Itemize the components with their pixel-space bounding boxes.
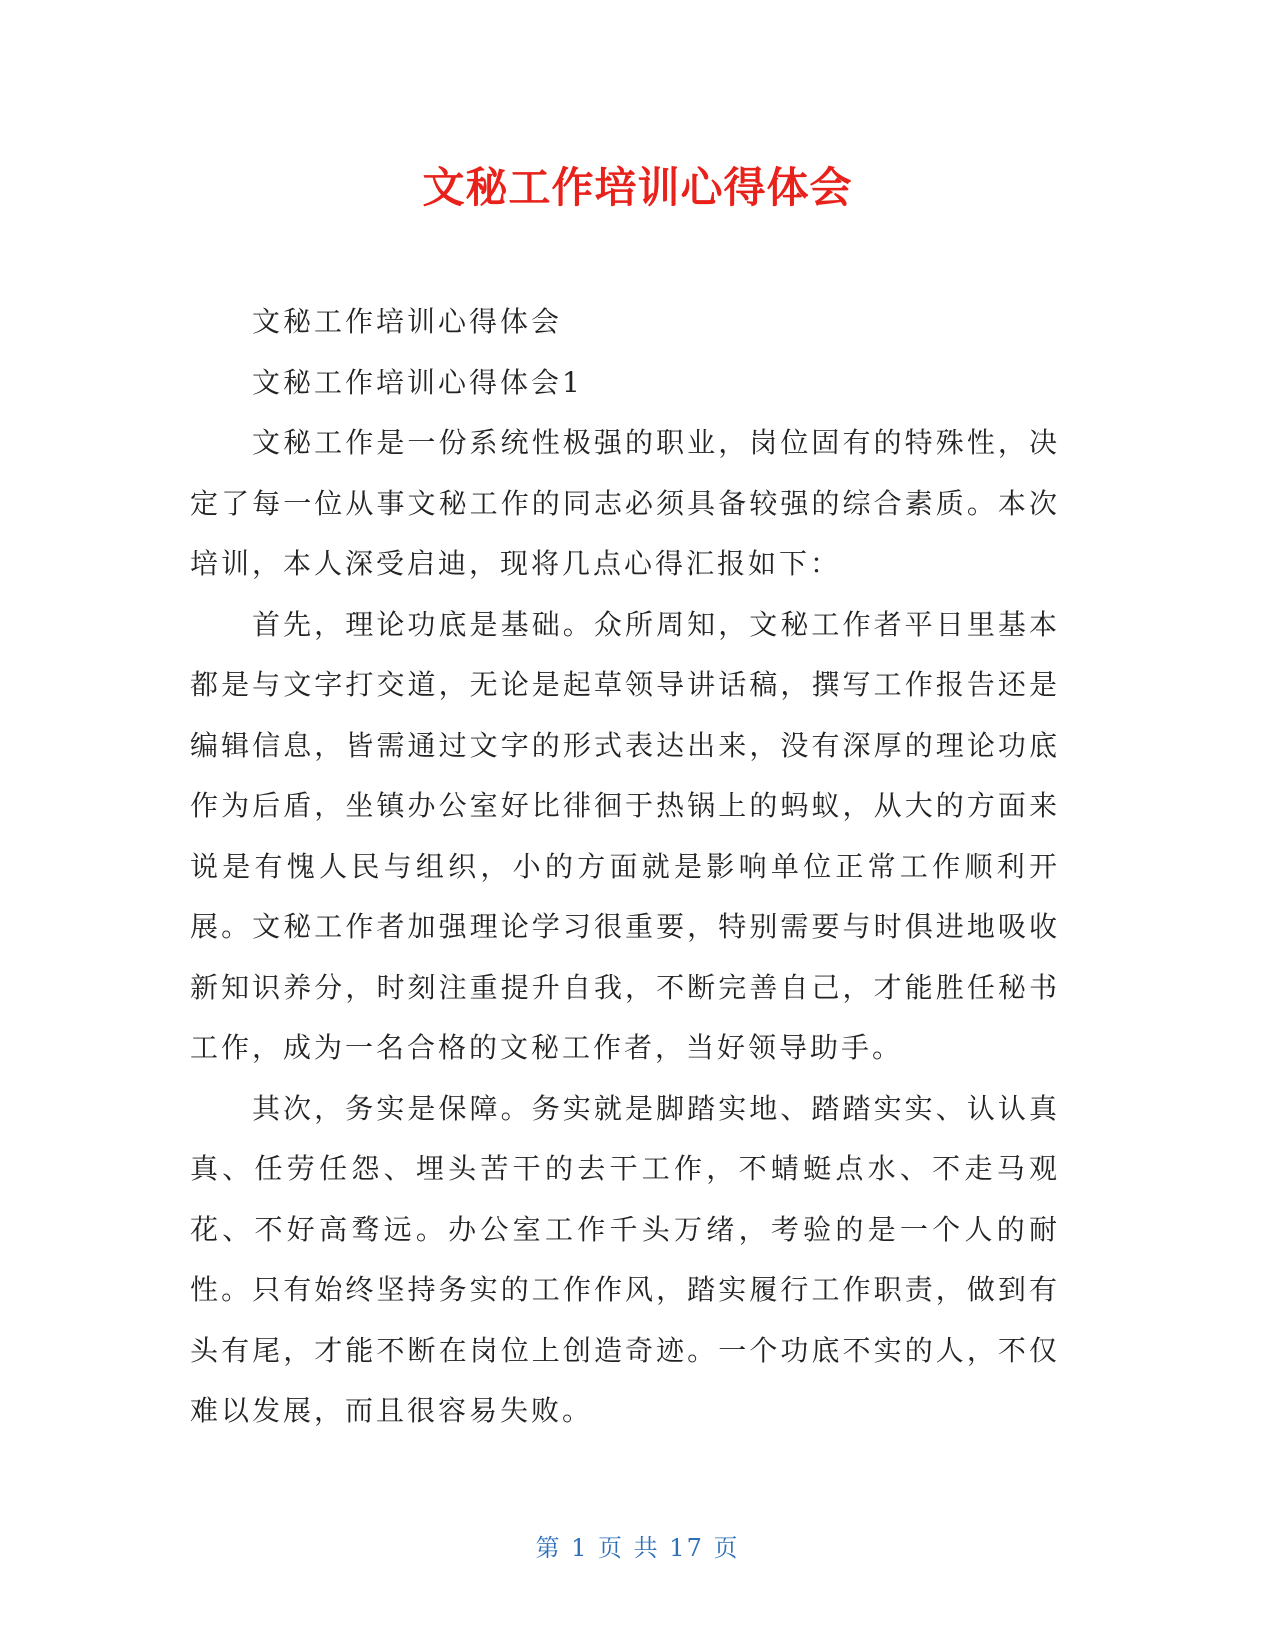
document-title: 文秘工作培训心得体会	[422, 163, 853, 212]
page-number-footer: 第 1 页 共 17 页	[535, 1534, 740, 1562]
paragraph-heading: 文秘工作培训心得体会	[252, 305, 563, 338]
paragraph-intro: 文秘工作是一份系统性极强的职业，岗位固有的特殊性，决定了每一位从事文秘工作的同志必须具备较强的综合素质。本次培训，本人深受启迪，现将几点心得汇报如下：	[190, 426, 1060, 580]
paragraph-subheading: 文秘工作培训心得体会1	[252, 365, 583, 399]
paragraph-first-point: 首先，理论功底是基础。众所周知，文秘工作者平日里基本都是与文字打交道，无论是起草领导讲话稿，撰写工作报告还是编辑信息，皆需通过文字的形式表达出来，没有深厚的理论功底作为后盾，坐镇办公室好比徘徊于热锅上的蚂蚁，从大的方面来说是有愧人民与组织，小的方面就是影响单位正常工作顺利开展。文秘工作者加强理论学习很重要，特别需要与时俱进地吸收新知识养分，时刻注重提升自我，不断完善自己，才能胜任秘书工作，成为一名合格的文秘工作者，当好领导助手。	[190, 607, 1060, 1064]
document-body	[190, 292, 1060, 1442]
paragraph-second-point: 其次，务实是保障。务实就是脚踏实地、踏踏实实、认认真真、任劳任怨、埋头苦干的去干工作，不蜻蜓点水、不走马观花、不好高骛远。办公室工作千头万绪，考验的是一个人的耐性。只有始终坚持务实的工作作风，踏实履行工作职责，做到有头有尾，才能不断在岗位上创造奇迹。一个功底不实的人，不仅难以发展，而且很容易失败。	[190, 1091, 1060, 1427]
